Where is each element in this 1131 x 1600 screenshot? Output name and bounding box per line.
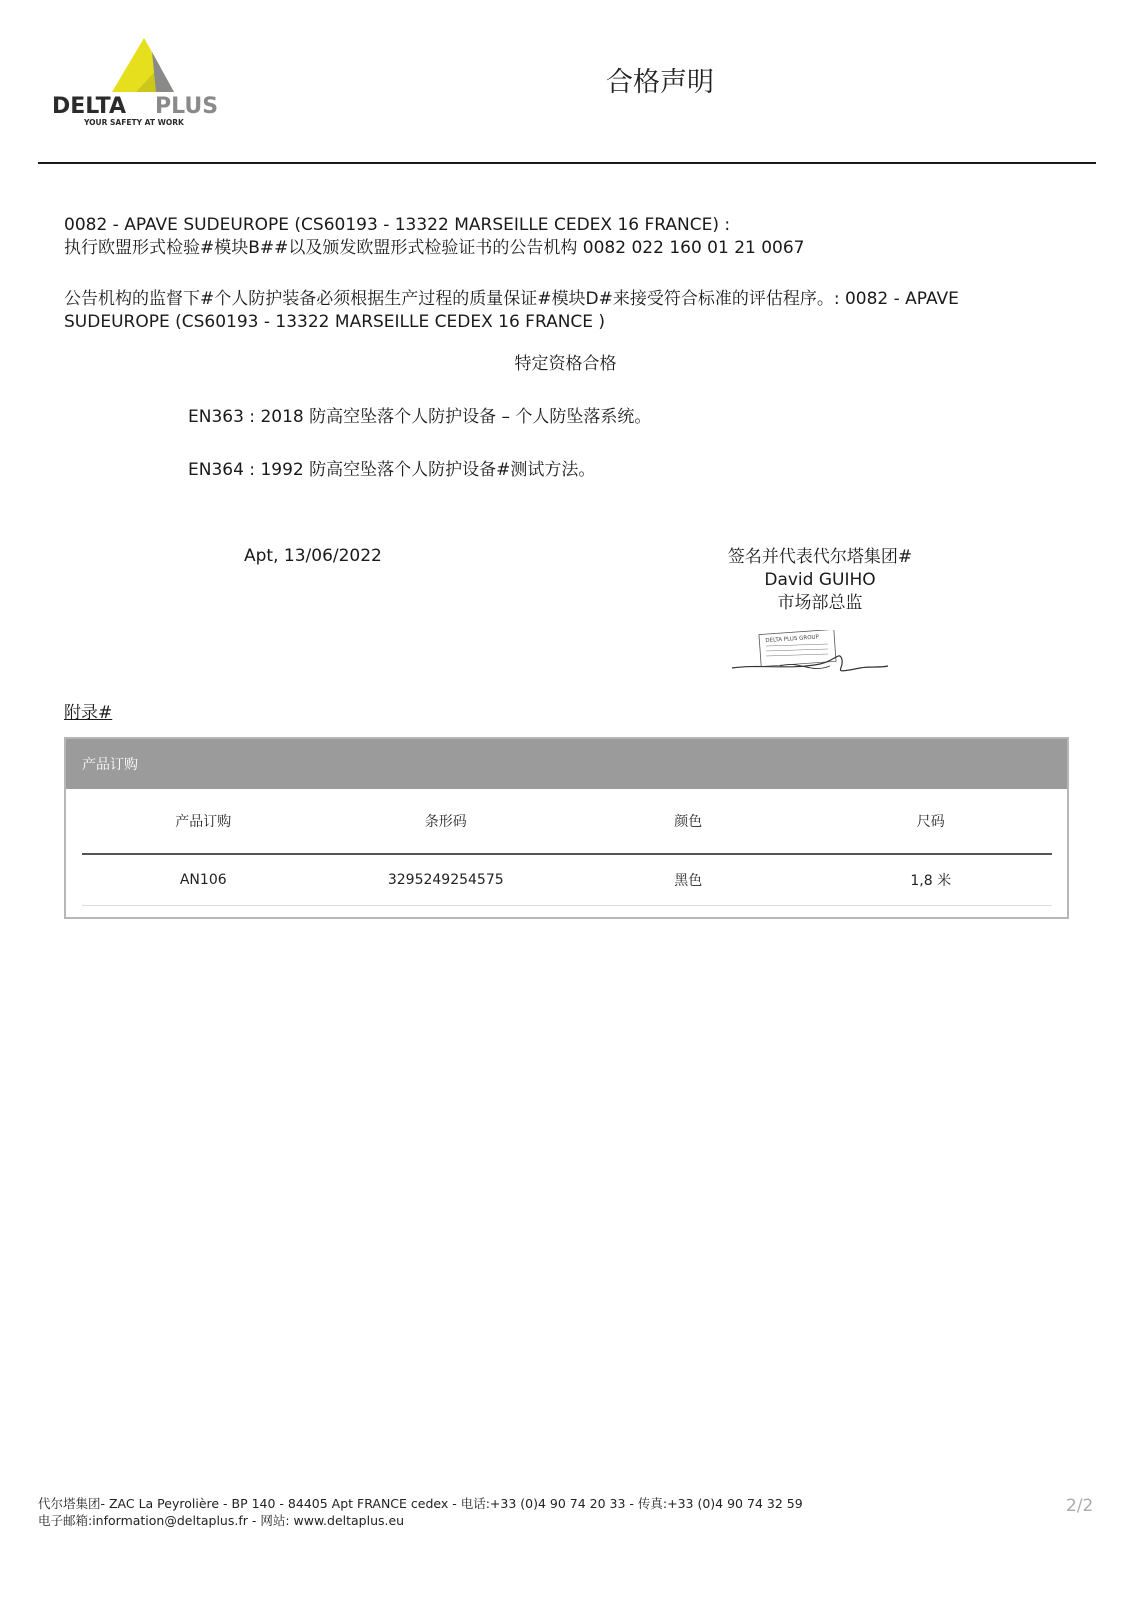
standard-item: EN363 : 2018 防高空坠落个人防护设备 – 个人防坠落系统。	[188, 407, 652, 427]
signature-stamp-image	[730, 630, 890, 680]
notified-body-paragraph	[64, 214, 1064, 260]
signatory-name: David GUIHO	[764, 570, 876, 590]
stamp-text: DELTA PLUS GROUP	[765, 634, 820, 645]
footer	[38, 1495, 803, 1529]
notified-body-line1: 0082 - APAVE SUDEUROPE (CS60193 - 13322 MARSEILLE CEDEX 16 FRANCE) :	[64, 215, 731, 235]
notified-body-line2: 执行欧盟形式检验#模块B##以及颁发欧盟形式检验证书的公告机构 0082 022 160 01 21 0067	[64, 238, 805, 258]
document-title: 合格声明	[606, 67, 714, 98]
footer-address: 代尔塔集团- ZAC La Peyrolière - BP 140 - 84405 Apt FRANCE cedex - 电话:+33 (0)4 90 74 20 33 - 传真:+33 (0)4 90 74 32 59	[38, 1496, 803, 1511]
product-table-card	[64, 737, 1069, 919]
logo-brand-left: DELTA	[52, 94, 126, 119]
standard-item: EN364 : 1992 防高空坠落个人防护设备#测试方法。	[188, 460, 596, 480]
table-caption: 产品订购	[82, 757, 138, 773]
column-header-color: 颜色	[674, 814, 703, 830]
cell-barcode: 3295249254575	[387, 872, 504, 888]
deltaplus-logo	[52, 36, 242, 128]
cell-reference: AN106	[179, 872, 227, 888]
cell-size: 1,8 米	[910, 873, 952, 889]
column-header-barcode: 条形码	[424, 814, 467, 830]
quality-assurance-paragraph: 公告机构的监督下#个人防护装备必须根据生产过程的质量保证#模块D#来接受符合标准的评估程序。: 0082 - APAVE SUDEUROPE (CS60193 - 13322 MARSEILLE CEDEX 16 FRANCE )	[64, 289, 959, 332]
place-date: Apt, 13/06/2022	[244, 546, 382, 566]
annex-title: 附录#	[64, 703, 113, 723]
logo-brand-right: PLUS	[155, 94, 219, 119]
signatory-role: 市场部总监	[777, 593, 863, 613]
product-table	[82, 789, 1052, 906]
table-header-row	[82, 789, 1052, 855]
table-row	[82, 855, 1052, 906]
table-caption-bar	[66, 739, 1067, 789]
signed-for: 签名并代表代尔塔集团#	[727, 547, 913, 567]
signature-block	[680, 546, 960, 615]
footer-contact: 电子邮箱:information@deltaplus.fr - 网站: www.deltaplus.eu	[38, 1513, 405, 1528]
cell-color: 黑色	[674, 873, 703, 889]
page-number: 2/2	[1066, 1496, 1094, 1516]
conformity-heading: 特定资格合格	[514, 354, 617, 374]
column-header-reference: 产品订购	[175, 814, 232, 830]
logo-tagline: YOUR SAFETY AT WORK	[84, 118, 184, 127]
column-header-size: 尺码	[916, 814, 945, 830]
header-divider	[38, 162, 1096, 164]
